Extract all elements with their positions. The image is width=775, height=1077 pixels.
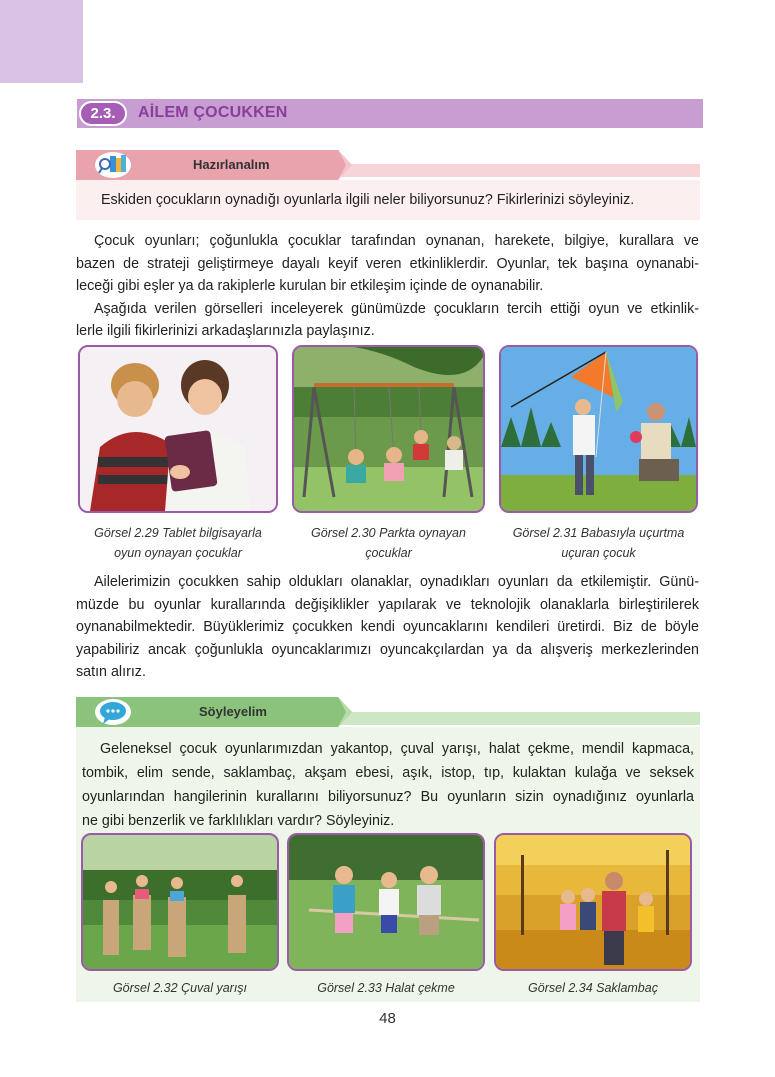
prepare-prompt: Eskiden çocukların oynadığı oyunlarla ilgili neler biliyorsunuz? Fikirlerinizi söyleyiniz. [101, 192, 635, 208]
caption-2-34: Görsel 2.34 Saklambaç [528, 981, 658, 995]
photo-hide-and-seek [494, 833, 692, 971]
intro-line: Çocuk oyunları; çoğunlukla çocuklar tarafından oynanan, harekete, bilgiye, kurallara ve [94, 233, 699, 249]
caption-line: Görsel 2.31 Babasıyla uçurtma [512, 526, 685, 540]
photo-kite-father [499, 345, 698, 513]
photo-tablet-children [78, 345, 278, 513]
caption-2-32: Görsel 2.32 Çuval yarışı [112, 981, 248, 995]
photo-tug-of-war [287, 833, 485, 971]
page-number: 48 [379, 1010, 396, 1027]
prepare-label: Hazırlanalım [193, 157, 270, 172]
middle-line: Ailelerimizin çocukken sahip oldukları olanaklar, oynadıkları oyunları da etkilemiştir. Günü- [94, 574, 699, 590]
caption-line: uçuran çocuk [561, 546, 636, 560]
speak-strip [338, 712, 700, 725]
caption-2-29 [78, 523, 278, 563]
caption-line: çocuklar [365, 546, 412, 560]
speak-line: Geleneksel çocuk oyunlarımızdan yakantop, çuval yarışı, halat çekme, mendil kapmaca, [100, 741, 694, 757]
intro-line: lerle ilgili fikirlerinizi arkadaşlarınızla paylaşınız. [76, 323, 375, 339]
middle-line: oynanabilmektedir. Büyüklerimiz çocukken kendi oyuncaklarını kendileri üretirdi. Biz de böyle [76, 619, 699, 635]
corner-tab [0, 0, 83, 83]
photo-sack-race [81, 833, 279, 971]
speech-bubble-icon [93, 697, 133, 727]
caption-2-33: Görsel 2.33 Halat çekme [317, 981, 455, 995]
intro-line: leceği gibi eşler ya da rakiplerle kurulan bir etkileşim içinde de oynanabilir. [76, 278, 544, 294]
section-number: 2.3. [79, 101, 127, 126]
middle-paragraph [76, 571, 699, 684]
speak-paragraph [82, 737, 694, 833]
prepare-strip [338, 164, 700, 177]
photo-park-swings [292, 345, 485, 513]
intro-line: Aşağıda verilen görselleri inceleyerek günümüzde çocukların tercih ettiği oyun ve etkinlik- [94, 300, 699, 317]
caption-line: Görsel 2.30 Parkta oynayan [311, 526, 466, 540]
middle-line: yapabiliriz ancak çoğunlukla oyuncaklarımızı oyuncakçılardan ya da alışveriş merkezlerinden [76, 641, 699, 658]
middle-line: müzde bu oyunlar kurallarında değişiklikler yapılarak ve teknolojik olanaklarla birleştirilerek [76, 596, 699, 613]
middle-line: satın alırız. [76, 664, 146, 680]
caption-2-30 [292, 523, 485, 563]
books-and-magnifier-icon [93, 150, 133, 180]
caption-2-31 [499, 523, 698, 563]
speak-label: Söyleyelim [199, 704, 267, 719]
intro-paragraph [76, 230, 699, 343]
caption-line: oyun oynayan çocuklar [114, 546, 242, 560]
speak-line: tombik, elim sende, saklambaç, akşam ebesi, aşık, istop, tıp, kulaktan kulağa ve seksek [82, 765, 694, 781]
section-title: AİLEM ÇOCUKKEN [138, 104, 288, 121]
caption-line: Görsel 2.29 Tablet bilgisayarla [94, 526, 262, 540]
speak-line: oyunlarından hangilerinin kurallarını biliyorsunuz? Bu oyunların sizin oynadığınız oyunlarla [82, 789, 694, 805]
intro-line: bazen de strateji geliştirmeye dayalı keyif veren etkinliklerdir. Oyunlar, tek başına oynanabi- [76, 255, 699, 272]
speak-line: ne gibi benzerlik ve farklılıkları vardır? Söyleyiniz. [82, 813, 395, 829]
